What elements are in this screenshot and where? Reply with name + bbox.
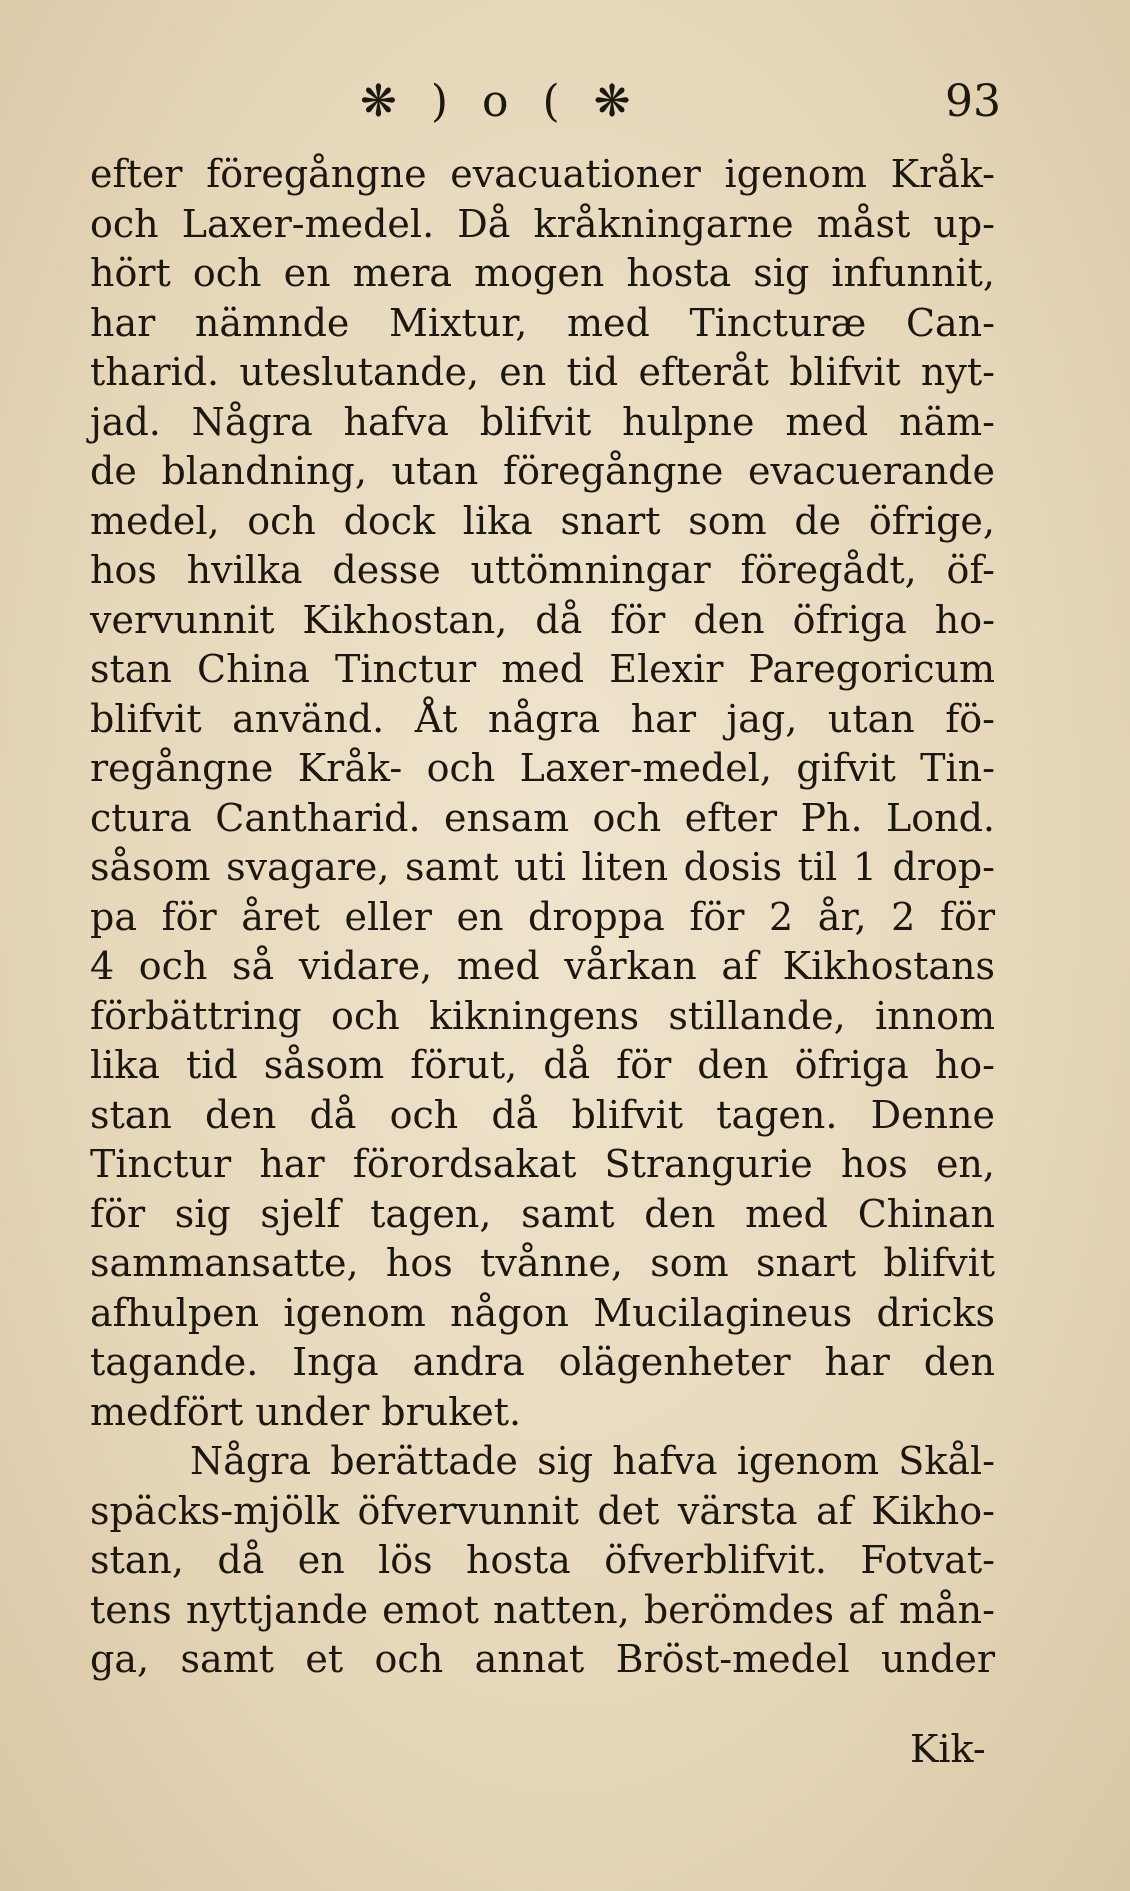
text-line: ga, samt et och annat Bröst-medel under — [90, 1637, 995, 1681]
text-line: medel, och dock lika snart som de öfrige, — [90, 498, 995, 543]
text-line: tharid. uteslutande, en tid efteråt blifvit nyt- — [90, 350, 995, 394]
text-line: regångne Kråk- och Laxer-medel, gifvit Tin- — [90, 746, 995, 790]
text-line: 4 och så vidare, med vårkan af Kikhostans — [90, 944, 995, 988]
text-line: har nämnde Mixtur, med Tincturæ Can- — [90, 300, 995, 345]
text-line: hos hvilka desse uttömningar föregådt, öf- — [90, 548, 995, 592]
text-line: pa för året eller en droppa för 2 år, 2 för — [90, 894, 995, 939]
text-line: jad. Några hafva blifvit hulpne med näm- — [90, 399, 995, 444]
text-line: efter föregångne evacuationer igenom Kråk- — [90, 152, 995, 196]
text-line: vervunnit Kikhostan, då för den öfriga ho- — [90, 597, 995, 642]
text-line: stan, då en lös hosta öfverblifvit. Fotvat- — [90, 1538, 995, 1582]
text-line: och Laxer-medel. Då kråkningarne måst up- — [90, 201, 995, 246]
text-line: tagande. Inga andra olägenheter har den — [90, 1340, 995, 1384]
text-line: de blandning, utan föregångne evacuerande — [90, 449, 995, 493]
paragraph-start-line: Några berättade sig hafva igenom Skål- — [190, 1439, 995, 1483]
text-line: ctura Cantharid. ensam och efter Ph. Lond. — [90, 795, 995, 840]
text-line: späcks-mjölk öfvervunnit det värsta af Kikho- — [90, 1488, 995, 1533]
text-line: stan den då och då blifvit tagen. Denne — [90, 1092, 995, 1137]
body-text — [90, 150, 995, 1685]
page-header — [0, 72, 1130, 132]
text-line: afhulpen igenom någon Mucilagineus dricks — [90, 1290, 995, 1335]
text-line: sammansatte, hos tvånne, som snart blifvit — [90, 1241, 995, 1285]
text-line: lika tid såsom förut, då för den öfriga ho- — [90, 1043, 995, 1087]
header-ornament: ❋ ) o ( ❋ — [360, 76, 641, 127]
catchword: Kik- — [910, 1727, 986, 1771]
text-line: tens nyttjande emot natten, berömdes af mån- — [90, 1587, 995, 1632]
text-line: hört och en mera mogen hosta sig infunnit, — [90, 251, 995, 295]
text-line: såsom svagare, samt uti liten dosis til 1 drop- — [90, 845, 995, 889]
text-line: Tinctur har förordsakat Strangurie hos en, — [90, 1142, 995, 1186]
text-line: förbättring och kikningens stillande, innom — [90, 993, 995, 1038]
text-line: blifvit använd. Åt några har jag, utan fö- — [90, 696, 995, 741]
page-number: 93 — [945, 76, 1001, 127]
text-line: stan China Tinctur med Elexir Paregoricum — [90, 647, 995, 691]
paragraph-end-line: medfört under bruket. — [90, 1389, 522, 1434]
text-line: för sig sjelf tagen, samt den med Chinan — [90, 1191, 995, 1236]
